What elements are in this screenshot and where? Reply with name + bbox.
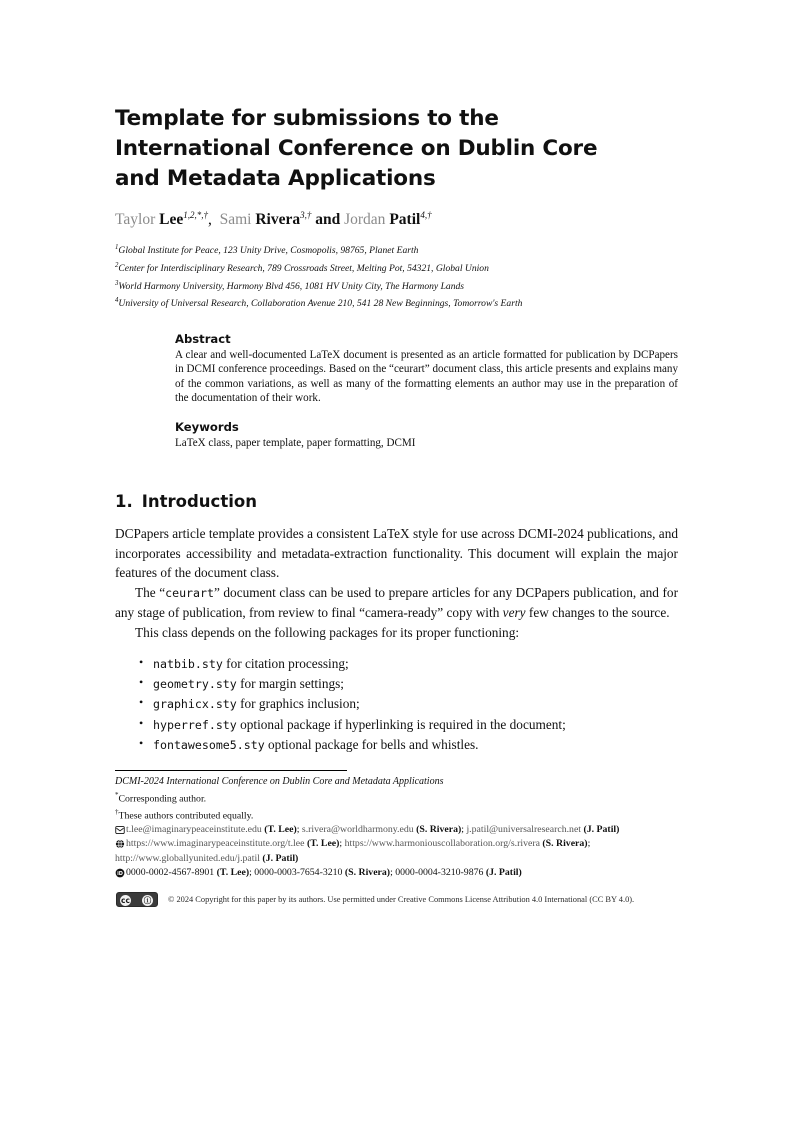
author-marks: 3,†	[300, 210, 312, 220]
paragraph-2-emphasis: very	[502, 605, 526, 621]
package-description: optional package for bells and whistles.	[264, 737, 479, 753]
package-name: geometry.sty	[153, 676, 237, 691]
package-name: natbib.sty	[153, 656, 223, 671]
abstract-heading: Abstract	[175, 332, 231, 346]
paragraph-3: This class depends on the following packages for its proper functioning:	[135, 624, 520, 640]
homepage-owner: (S. Rivera)	[542, 838, 588, 850]
affiliation-item	[115, 294, 675, 312]
section-heading	[115, 492, 257, 511]
section-body	[115, 524, 678, 756]
homepage-owner: (J. Patil)	[262, 852, 299, 864]
list-item	[153, 715, 678, 735]
affiliation-text: University of Universal Research, Collaboration Avenue 210, 541 28 New Beginnings, Tomorrow's Earth	[118, 298, 523, 310]
footnote-divider	[115, 770, 347, 771]
author-surname: Rivera	[255, 211, 301, 229]
author-surname: Patil	[389, 211, 421, 229]
homepage-owner: (T. Lee)	[306, 838, 340, 850]
paragraph-2-part1: The “	[135, 584, 166, 600]
affiliation-list	[115, 241, 675, 312]
affiliation-number: 2	[115, 261, 119, 269]
footnote-dagger-mark: †	[115, 807, 119, 816]
orcid-owner: (T. Lee)	[216, 866, 250, 878]
package-name: hyperref.sty	[153, 717, 237, 732]
paragraph-1	[115, 524, 678, 583]
author-given-name: Jordan	[344, 211, 386, 229]
paragraph-2-part3: few changes to the source.	[525, 605, 670, 621]
affiliation-item	[115, 277, 675, 295]
abstract-text-part2: document is presented as an article formatted for publication by DCPapers in DCMI conference proceedings. Based on the “ceurart” document class, this article presents and explains many of the common variations, as well as many of the formatting elements an author may use in the preparation of the documentation of their work.	[175, 349, 678, 404]
orcid-value[interactable]: 0000-0003-7654-3210	[254, 866, 343, 878]
section-title: Introduction	[141, 492, 257, 511]
section-number: 1.	[115, 492, 133, 511]
affiliation-text: World Harmony University, Harmony Blvd 456, 1081 HV Unity City, The Harmony Lands	[118, 280, 465, 292]
author-entry	[220, 211, 312, 228]
affiliation-text: Global Institute for Peace, 123 Unity Drive, Cosmopolis, 98765, Planet Earth	[118, 245, 419, 257]
email-owner: (J. Patil)	[583, 823, 620, 835]
abstract-block	[175, 332, 678, 450]
author-list	[115, 205, 675, 230]
cc-logo-circle: cc	[121, 896, 130, 905]
author-entry	[115, 211, 208, 228]
paragraph-1-part2: style for use across DCMI-2024 publications, and incorporates accessibility and metadata-extraction functionality. This document will explain the major features of the document class.	[115, 526, 678, 581]
abstract-text	[175, 348, 678, 405]
svg-text:iD: iD	[117, 870, 123, 877]
envelope-icon	[115, 824, 126, 838]
creative-commons-badge-icon[interactable]	[116, 892, 158, 907]
list-item	[153, 654, 678, 674]
package-description: for margin settings;	[236, 675, 344, 691]
license-text: © 2024 Copyright for this paper by its authors. Use permitted under Creative Commons License Attribution 4.0 International (CC BY 4.0).	[168, 895, 635, 904]
email-address[interactable]: t.lee@imaginarypeaceinstitute.edu	[126, 823, 262, 835]
class-name-code: ceurart	[165, 585, 214, 600]
author-entry	[344, 211, 431, 228]
list-item	[153, 735, 678, 755]
package-description: for citation processing;	[222, 655, 349, 671]
author-given-name: Taylor	[115, 211, 156, 229]
author-surname: Lee	[159, 211, 184, 229]
author-marks: 4,†	[420, 210, 432, 220]
affiliation-number: 3	[115, 279, 119, 287]
page-title: Template for submissions to the International Conference on Dublin Core and Metadata Applications	[115, 106, 598, 191]
author-given-name: Sami	[219, 211, 252, 229]
footnote-equal-text: These authors contributed equally.	[118, 810, 254, 822]
footnote-corresponding	[115, 789, 690, 806]
affiliation-number: 1	[115, 244, 119, 251]
list-item	[153, 694, 678, 714]
homepage-url[interactable]: https://www.imaginarypeaceinstitute.org/t.lee	[126, 838, 305, 850]
package-description: optional package if hyperlinking is required in the document;	[236, 716, 566, 732]
license-line	[116, 892, 691, 908]
email-owner: (S. Rivera)	[416, 823, 462, 835]
footnote-asterisk-mark: *	[115, 791, 119, 799]
author-marks: 1,2,*,†	[183, 210, 208, 220]
list-item	[153, 674, 678, 694]
affiliation-item	[115, 259, 675, 277]
keywords-heading: Keywords	[175, 420, 239, 435]
footnote-urls: https://www.imaginarypeaceinstitute.org/t.lee (T. Lee); https://www.harmoniouscollaboration.org/s.rivera (S. Rivera); http://www.globallyunited.edu/j.patil (J. Patil)	[115, 838, 591, 864]
footnote-orcids: iD 0000-0002-4567-8901 (T. Lee); 0000-0003-7654-3210 (S. Rivera); 0000-0004-3210-9876 (J. Patil)	[115, 866, 690, 881]
affiliation-item	[115, 241, 675, 259]
footnote-venue: DCMI-2024 International Conference on Dublin Core and Metadata Applications	[115, 776, 444, 787]
footnote-equal-contribution	[115, 806, 690, 823]
orcid-value[interactable]: 0000-0002-4567-8901	[126, 866, 215, 878]
footnote-block	[115, 774, 690, 880]
package-name: graphicx.sty	[153, 697, 237, 712]
email-owner: (T. Lee)	[264, 823, 297, 835]
latex-logo: LaTeX	[309, 349, 341, 361]
footnote-emails: t.lee@imaginarypeaceinstitute.edu (T. Lee); s.rivera@worldharmony.edu (S. Rivera); j.patil@universalresearch.net (J. Patil)	[115, 823, 690, 838]
orcid-owner: (J. Patil)	[485, 866, 522, 878]
package-name: fontawesome5.sty	[153, 738, 265, 753]
paragraph-2	[115, 583, 678, 623]
homepage-url[interactable]: http://www.globallyunited.edu/j.patil	[115, 852, 260, 864]
email-address[interactable]: s.rivera@worldharmony.edu	[301, 823, 414, 835]
globe-icon	[115, 838, 126, 852]
keywords-text: LaTeX class, paper template, paper formatting, DCMI	[175, 437, 416, 450]
paragraph-2-part2: ” document class can be used to prepare articles for any DCPapers publication, and for any stage of publication, from review to final “camera-ready” copy with	[115, 584, 678, 621]
paragraph-1-part1: DCPapers article template provides a consistent	[115, 526, 373, 541]
orcid-value[interactable]: 0000-0004-3210-9876	[395, 866, 484, 878]
email-address[interactable]: j.patil@universalresearch.net	[466, 823, 582, 835]
author-separator: ,	[207, 211, 212, 229]
abstract-text-part1: A clear and well-documented	[175, 349, 310, 361]
affiliation-text: Center for Interdisciplinary Research, 789 Crossroads Street, Melting Pot, 54321, Global Union	[118, 262, 489, 274]
author-conjunction: and	[315, 211, 341, 229]
latex-logo: LaTeX	[372, 526, 410, 541]
cc-by-circle: ⓘ	[143, 896, 152, 905]
package-description: for graphics inclusion;	[236, 696, 360, 712]
homepage-url[interactable]: https://www.harmoniouscollaboration.org/s.rivera	[344, 838, 540, 850]
package-list	[115, 654, 678, 756]
orcid-owner: (S. Rivera)	[344, 866, 391, 878]
orcid-icon	[115, 867, 126, 881]
affiliation-number: 4	[115, 297, 119, 305]
footnote-corresponding-text: Corresponding author.	[118, 793, 207, 805]
